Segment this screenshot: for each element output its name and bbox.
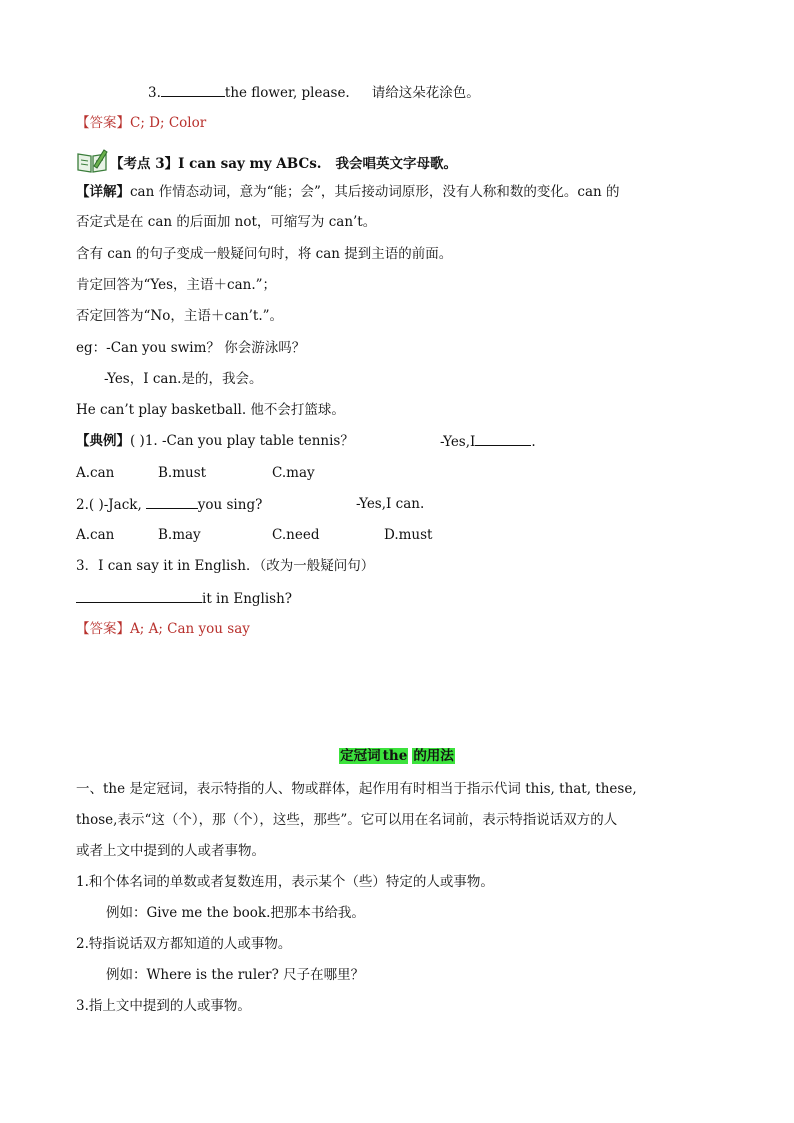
example-q1-option-c: C.may (272, 465, 315, 481)
answer-blank (146, 494, 198, 509)
example-q2-option-b: B.may (158, 527, 201, 543)
example-question-3: 3．I can say it in English．（改为一般疑问句） (76, 558, 375, 574)
section-title-pre: 定冠词 (340, 748, 381, 764)
example-q2-text: 2.( )-Jack, (76, 497, 142, 513)
question-text: the flower, please. (224, 85, 350, 101)
usage-item-2: 2.特指说话双方都知道的人或事物。 (76, 936, 292, 952)
answer-line-2 (76, 619, 250, 639)
detail-line-1 (76, 182, 620, 202)
usage-item-3: 3.指上文中提到的人或事物。 (76, 998, 251, 1014)
example-q3-tail: it in English? (202, 591, 293, 607)
usage-item-1: 1.和个体名词的单数或者复数连用，表示某个（些）特定的人或事物。 (76, 874, 494, 890)
example-q3-answer-line (76, 588, 292, 609)
detail-line-4: 肯定回答为“Yes，主语＋can.”； (76, 277, 277, 293)
answer-blank (76, 588, 202, 603)
book-pen-icon (76, 148, 108, 174)
usage-item-2-example: 例如：Where is the ruler? 尺子在哪里？ (106, 967, 365, 983)
example-label: 【典例】 (76, 433, 130, 449)
example-q1-option-a: A.can (76, 465, 115, 481)
detail-example-2: -Yes，I can.是的，我会。 (104, 371, 263, 387)
usage-paragraph-3: 或者上文中提到的人或者事物。 (76, 843, 265, 859)
answer-label: 【答案】 (76, 621, 130, 637)
detail-example-3: He can’t play basketball. 他不会打篮球。 (76, 402, 345, 418)
example-q1-text: ( )1. -Can you play table tennis？ (130, 433, 354, 449)
example-question-2 (76, 494, 262, 515)
example-q2-option-d: D.must (384, 527, 433, 543)
section-title-word: the (382, 748, 408, 764)
detail-line-2: 否定式是在 can 的后面加 not，可缩写为 can’t。 (76, 214, 377, 230)
point-title: I can say my ABCs. (178, 156, 322, 172)
detail-label: 【详解】 (76, 184, 130, 200)
point-label: 【考点 3】 (110, 156, 179, 172)
detail-line-5: 否定回答为“No，主语＋can’t.”。 (76, 308, 284, 324)
question-translation: 请给这朵花涂色。 (371, 85, 480, 101)
usage-paragraph-2: those,表示“这（个），那（个），这些，那些”。它可以用在名词前，表示特指说话双方的人 (76, 812, 618, 828)
usage-item-1-example: 例如：Give me the book.把那本书给我。 (106, 905, 365, 921)
point-3-heading (76, 148, 457, 174)
answer-label: 【答案】 (76, 115, 130, 131)
answer-value: C; D; Color (130, 115, 207, 131)
example-question-1 (76, 431, 354, 451)
example-q1-reply: -Yes,I . (440, 431, 536, 452)
example-q2-mid: you sing? (197, 497, 263, 513)
answer-line-1 (76, 113, 206, 133)
example-q1-answer: -Yes,I (440, 434, 476, 450)
answer-value: A; A; Can you say (130, 621, 250, 637)
prev-question-3 (148, 82, 480, 103)
section-title (0, 746, 794, 766)
example-q2-reply: -Yes,I can. (356, 496, 425, 512)
detail-example-1: eg：-Can you swim？ 你会游泳吗？ (76, 340, 306, 356)
detail-line-3: 含有 can 的句子变成一般疑问句时，将 can 提到主语的前面。 (76, 246, 453, 262)
detail-text-1: can 作情态动词，意为“能；会”，其后接动词原形，没有人称和数的变化。can 的 (130, 184, 620, 200)
answer-blank (161, 82, 225, 97)
section-title-post: 的用法 (413, 748, 454, 764)
answer-blank (475, 431, 531, 446)
question-number: 3. (148, 85, 161, 101)
example-q2-option-a: A.can (76, 527, 115, 543)
example-q2-option-c: C.need (272, 527, 320, 543)
point-translation: 我会唱英文字母歌。 (335, 156, 457, 172)
usage-paragraph-1: 一、the 是定冠词，表示特指的人、物或群体，起作用有时相当于指示代词 this, that, these, (76, 781, 637, 797)
example-q1-option-b: B.must (158, 465, 207, 481)
